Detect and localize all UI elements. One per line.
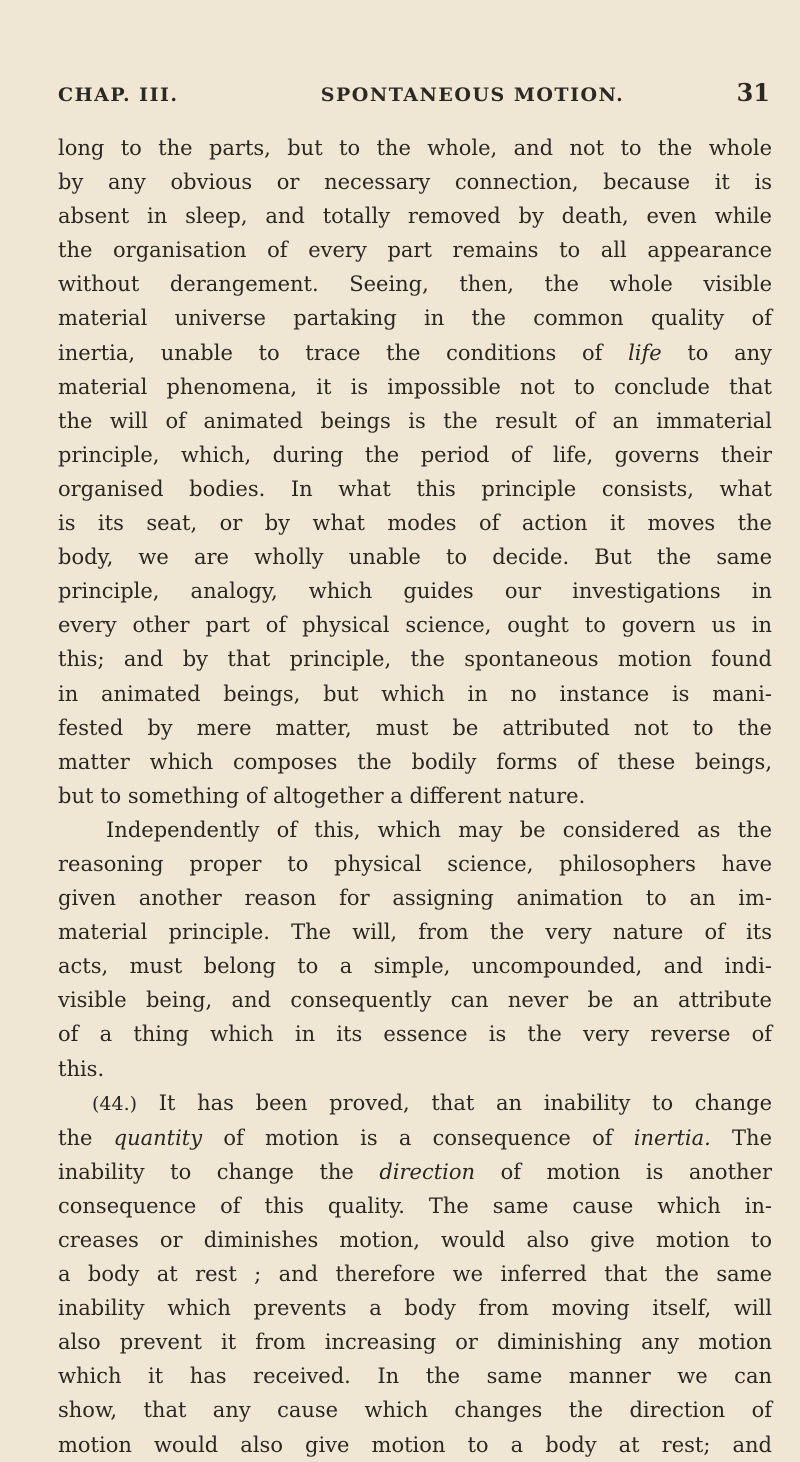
text-line: which it has received. In the same manner we can (58, 1364, 772, 1389)
text-run: of motion is a consequence of (202, 1125, 634, 1150)
text-line: principle, which, during the period of life, governs their (58, 442, 772, 467)
text-line: material principle. The will, from the very nature of its (58, 920, 772, 945)
text-line: reasoning proper to physical science, philosophers have (58, 851, 772, 876)
text-line (58, 1121, 772, 1155)
text-line: by any obvious or necessary connection, because it is (58, 170, 772, 195)
text-run: inability to change the (58, 1159, 380, 1184)
text-line: is its seat, or by what modes of action it moves the (58, 511, 772, 536)
text-line (58, 336, 772, 370)
text-line: without derangement. Seeing, then, the whole visible (58, 272, 772, 297)
running-head (58, 78, 770, 107)
running-title: SPONTANEOUS MOTION. (320, 84, 625, 106)
text-line: consequence of this quality. The same cause which in- (58, 1193, 772, 1218)
text-line: material phenomena, it is impossible not to conclude that (58, 374, 772, 399)
text-line: of a thing which in its essence is the very reverse of (58, 1022, 772, 1047)
text-line: show, that any cause which changes the direction of (58, 1398, 772, 1423)
text-line (58, 1155, 772, 1189)
text-line: principle, analogy, which guides our investigations in (58, 579, 772, 604)
text-line: the will of animated beings is the result of an immaterial (58, 408, 772, 433)
text-line: this; and by that principle, the spontaneous motion found (58, 647, 772, 672)
text-run: The (710, 1125, 772, 1150)
text-line: inability which prevents a body from moving itself, will (58, 1296, 772, 1321)
text-line: but to something of altogether a different nature. (58, 783, 586, 808)
text-run: of motion is another (475, 1159, 772, 1184)
text-line: in animated beings, but which in no instance is mani- (58, 681, 772, 706)
text-line: motion would also give motion to a body at rest; and (58, 1432, 772, 1457)
text-line: visible being, and consequently can never be an attribute (58, 988, 772, 1013)
text-line: this. (58, 1056, 105, 1081)
text-line: body, we are wholly unable to decide. But the same (58, 545, 772, 570)
text-line: every other part of physical science, ought to govern us in (58, 613, 772, 638)
text-line: acts, must belong to a simple, uncompounded, and indi- (58, 954, 772, 979)
text-line: given another reason for assigning animation to an im- (58, 886, 772, 911)
chapter-label: CHAP. III. (58, 84, 179, 106)
text-line: creases or diminishes motion, would also give motion to (58, 1228, 772, 1252)
text-line: a body at rest ; and therefore we inferred that the same (58, 1262, 772, 1287)
text-line: absent in sleep, and totally removed by death, even while (58, 204, 772, 229)
page-number: 31 (736, 78, 770, 107)
text-line: material universe partaking in the common quality of (58, 306, 772, 331)
text-run: to any (661, 340, 772, 365)
paragraph-number: (44.) (92, 1092, 138, 1115)
body-text (58, 131, 772, 1462)
text-line: also prevent it from increasing or diminishing any motion (58, 1330, 772, 1355)
text-run: inertia, unable to trace the conditions of (58, 340, 629, 365)
italic-word: quantity (113, 1125, 203, 1150)
italic-word: direction (379, 1159, 476, 1184)
italic-word: life (628, 340, 662, 365)
text-line: matter which composes the bodily forms of these beings, (58, 749, 772, 774)
text-line: fested by mere matter, must be attributed not to the (58, 715, 772, 740)
text-run: It has been proved, that an inability to change (137, 1090, 772, 1115)
text-line: long to the parts, but to the whole, and not to the whole (58, 136, 772, 160)
text-run: the (58, 1125, 114, 1150)
text-line (58, 1086, 772, 1121)
italic-word: inertia. (633, 1125, 711, 1150)
text-line: organised bodies. In what this principle consists, what (58, 476, 772, 501)
text-line: Independently of this, which may be considered as the (106, 817, 772, 842)
text-line: the organisation of every part remains to all appearance (58, 238, 772, 263)
